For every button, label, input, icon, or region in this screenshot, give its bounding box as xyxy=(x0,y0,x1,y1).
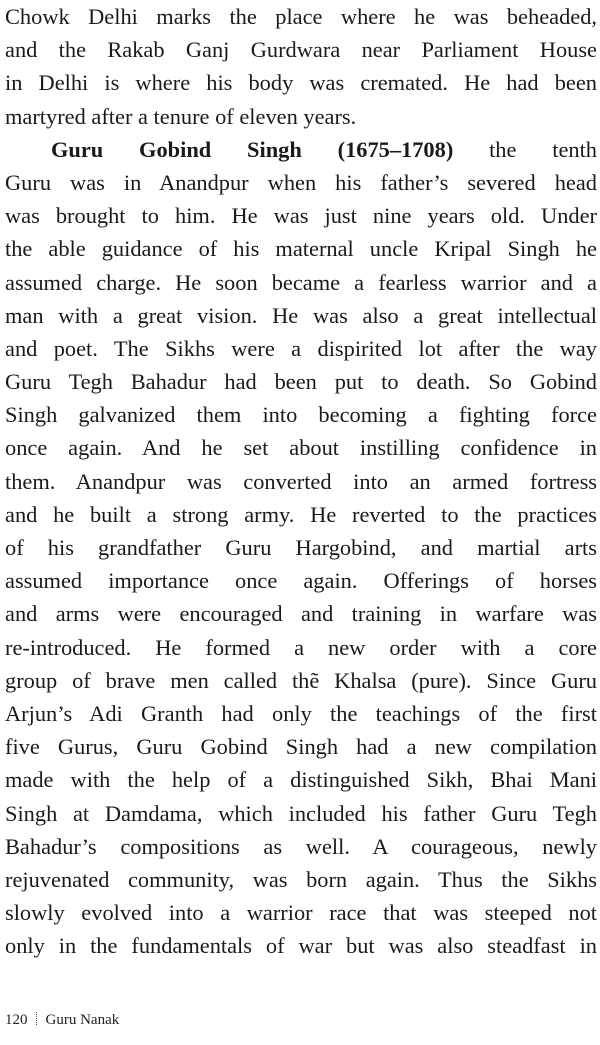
text-line: the able guidance of his maternal uncle Kripal Singh he xyxy=(5,236,597,262)
page-footer xyxy=(5,1010,119,1030)
text-line: assumed importance once again. Offerings of horses xyxy=(5,568,597,594)
footer-separator xyxy=(36,1012,38,1025)
text-line: and arms were encouraged and training in warfare was xyxy=(5,601,597,627)
body-text xyxy=(5,0,597,962)
text-line: assumed charge. He soon became a fearless warrior and a xyxy=(5,269,597,295)
text-line: them. Anandpur was converted into an armed fortress xyxy=(5,468,597,494)
paragraph-first-line xyxy=(5,133,597,166)
text-line: and the Rakab Ganj Gurdwara near Parliament House xyxy=(5,37,597,63)
text-line: Singh galvanized them into becoming a fighting force xyxy=(5,402,597,428)
text-line: re-introduced. He formed a new order with a core xyxy=(5,634,597,660)
text-line: made with the help of a distinguished Sikh, Bhai Mani xyxy=(5,767,597,793)
text-line: Arjun’s Adi Granth had only the teachings of the first xyxy=(5,700,597,726)
text-line: of his grandfather Guru Hargobind, and martial arts xyxy=(5,535,597,560)
text-line: and poet. The Sikhs were a dispirited lot after the way xyxy=(5,335,597,361)
text-line: Chowk Delhi marks the place where he was beheaded, xyxy=(5,4,597,29)
text-line: Guru was in Anandpur when his father’s severed head xyxy=(5,169,597,195)
text-line: was brought to him. He was just nine years old. Under xyxy=(5,203,597,229)
text-line: only in the fundamentals of war but was also steadfast in xyxy=(5,933,597,959)
text-line: Singh at Damdama, which included his father Guru Tegh xyxy=(5,800,597,826)
text-line: man with a great vision. He was also a great intellectual xyxy=(5,302,597,328)
text-line: once again. And he set about instilling confidence in xyxy=(5,435,597,461)
running-title: Guru Nanak xyxy=(45,1012,120,1028)
text-line: group of brave men called thẽ Khalsa (pure). Since Guru xyxy=(5,667,597,693)
text-line: and he built a strong army. He reverted to the practices xyxy=(5,501,597,527)
text-line: in Delhi is where his body was cremated. He had been xyxy=(5,70,597,96)
text-line: martyred after a tenure of eleven years. xyxy=(5,103,357,129)
text-line: Bahadur’s compositions as well. A courageous, newly xyxy=(5,833,597,859)
text-line: five Gurus, Guru Gobind Singh had a new compilation xyxy=(5,734,597,760)
text-line: rejuvenated community, was born again. Thus the Sikhs xyxy=(5,866,597,892)
text-run: the tenth xyxy=(453,136,597,162)
section-heading-inline: Guru Gobind Singh (1675–1708) xyxy=(51,136,454,162)
page-number: 120 xyxy=(5,1012,28,1028)
text-line: Guru Tegh Bahadur had been put to death. So Gobind xyxy=(5,369,597,395)
text-line: slowly evolved into a warrior race that was steeped not xyxy=(5,900,597,926)
